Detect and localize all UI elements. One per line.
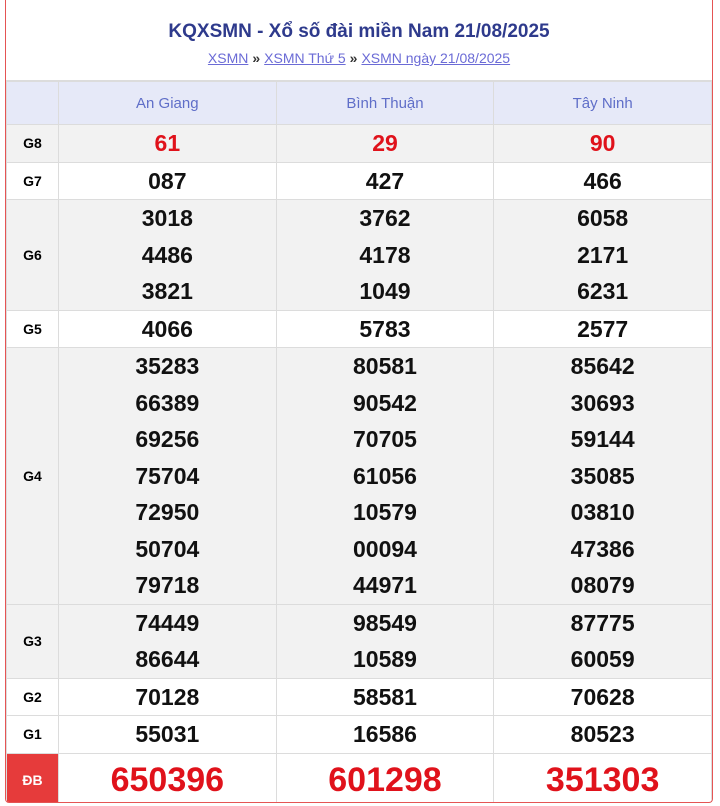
prize-number: 08079 bbox=[570, 572, 635, 598]
prize-cell bbox=[276, 716, 494, 754]
prize-cell bbox=[494, 310, 712, 348]
prize-number: 4066 bbox=[141, 315, 193, 342]
prize-number: 58581 bbox=[353, 683, 417, 710]
prize-number: 69256 bbox=[135, 426, 200, 452]
province-binh-thuan[interactable]: Bình Thuận bbox=[276, 82, 494, 125]
prize-cell bbox=[494, 200, 712, 311]
prize-number: 427 bbox=[365, 167, 405, 194]
prize-number: 55031 bbox=[135, 721, 200, 747]
prize-number: 16586 bbox=[353, 721, 417, 747]
prize-number: 90542 bbox=[353, 389, 417, 416]
prize-number: 00094 bbox=[353, 535, 417, 562]
province-an-giang[interactable]: An Giang bbox=[59, 82, 277, 125]
prize-cell bbox=[494, 348, 712, 605]
breadcrumb-link-xsmn[interactable]: XSMN bbox=[207, 50, 249, 66]
breadcrumb-separator: » bbox=[252, 50, 261, 66]
prize-label: G5 bbox=[7, 310, 59, 348]
prize-number: 72950 bbox=[135, 499, 200, 525]
province-tay-ninh[interactable]: Tây Ninh bbox=[494, 82, 712, 125]
prize-row-g6 bbox=[7, 200, 712, 311]
prize-cell bbox=[494, 162, 712, 200]
prize-number: 47386 bbox=[570, 535, 635, 562]
prize-cell bbox=[276, 348, 494, 605]
prize-number: 60059 bbox=[570, 646, 635, 672]
prize-number: 59144 bbox=[570, 426, 635, 452]
prize-cell bbox=[276, 162, 494, 200]
prize-number: 601298 bbox=[328, 760, 442, 799]
prize-cell bbox=[276, 200, 494, 311]
province-header-row bbox=[7, 82, 712, 125]
prize-label: G2 bbox=[7, 678, 59, 716]
prize-number: 650396 bbox=[110, 760, 225, 799]
prize-cell bbox=[59, 348, 277, 605]
corner-cell bbox=[7, 82, 59, 125]
results-panel bbox=[5, 0, 713, 803]
prize-number: 3821 bbox=[141, 278, 193, 304]
prize-number: 74449 bbox=[135, 609, 200, 636]
prize-cell bbox=[276, 125, 494, 163]
prize-number: 5783 bbox=[359, 315, 411, 342]
prize-number: 10579 bbox=[353, 499, 417, 525]
prize-number: 6058 bbox=[577, 205, 629, 231]
prize-row-g8 bbox=[7, 125, 712, 163]
prize-label: G3 bbox=[7, 604, 59, 678]
prize-cell bbox=[59, 753, 277, 803]
prize-number: 66389 bbox=[135, 389, 200, 416]
prize-number: 87775 bbox=[570, 609, 635, 636]
prize-cell bbox=[276, 310, 494, 348]
prize-number: 70628 bbox=[570, 683, 635, 710]
prize-cell bbox=[494, 753, 712, 803]
prize-number: 3762 bbox=[359, 205, 411, 231]
breadcrumb-separator: » bbox=[349, 50, 358, 66]
prize-row-g4 bbox=[7, 348, 712, 605]
breadcrumb-link-thu5[interactable]: XSMN Thứ 5 bbox=[264, 50, 346, 66]
results-header bbox=[6, 0, 712, 81]
prize-row-g7 bbox=[7, 162, 712, 200]
prize-number: 2577 bbox=[577, 315, 629, 342]
prize-row-db bbox=[7, 753, 712, 803]
prize-number: 98549 bbox=[353, 609, 417, 636]
prize-number: 80523 bbox=[570, 721, 635, 747]
prize-cell bbox=[59, 716, 277, 754]
prize-number: 61 bbox=[154, 130, 181, 156]
prize-label: G8 bbox=[7, 125, 59, 163]
prize-cell bbox=[494, 125, 712, 163]
prize-cell bbox=[276, 678, 494, 716]
prize-number: 85642 bbox=[570, 353, 635, 379]
prize-number: 6231 bbox=[577, 278, 629, 304]
prize-cell bbox=[59, 162, 277, 200]
prize-number: 466 bbox=[583, 167, 622, 194]
prize-number: 10589 bbox=[353, 646, 417, 672]
prize-number: 70128 bbox=[135, 683, 200, 710]
results-table bbox=[6, 81, 712, 803]
prize-number: 35085 bbox=[570, 462, 635, 489]
prize-cell bbox=[494, 604, 712, 678]
prize-row-g1 bbox=[7, 716, 712, 754]
prize-number: 90 bbox=[589, 130, 616, 156]
prize-number: 86644 bbox=[135, 646, 200, 672]
breadcrumb-link-date[interactable]: XSMN ngày 21/08/2025 bbox=[361, 50, 511, 66]
prize-number: 75704 bbox=[135, 462, 200, 489]
prize-number: 4178 bbox=[359, 241, 411, 268]
prize-cell bbox=[59, 200, 277, 311]
prize-number: 35283 bbox=[135, 353, 200, 379]
breadcrumb bbox=[6, 48, 712, 68]
prize-number: 80581 bbox=[353, 353, 417, 379]
prize-cell bbox=[59, 310, 277, 348]
prize-number: 351303 bbox=[545, 760, 660, 799]
prize-label: ĐB bbox=[7, 753, 59, 803]
prize-number: 3018 bbox=[141, 205, 193, 231]
page-title: KQXSMN - Xổ số đài miền Nam 21/08/2025 bbox=[168, 21, 550, 42]
prize-cell bbox=[59, 678, 277, 716]
prize-cell bbox=[494, 716, 712, 754]
prize-cell bbox=[59, 125, 277, 163]
prize-number: 29 bbox=[372, 130, 398, 156]
prize-row-g5 bbox=[7, 310, 712, 348]
prize-number: 087 bbox=[148, 167, 187, 194]
prize-label: G4 bbox=[7, 348, 59, 605]
prize-number: 50704 bbox=[135, 535, 200, 562]
prize-number: 79718 bbox=[135, 572, 200, 598]
prize-number: 2171 bbox=[577, 241, 629, 268]
prize-number: 1049 bbox=[359, 278, 411, 304]
prize-label: G1 bbox=[7, 716, 59, 754]
prize-label: G7 bbox=[7, 162, 59, 200]
prize-number: 03810 bbox=[570, 499, 635, 525]
prize-cell bbox=[59, 604, 277, 678]
prize-row-g3 bbox=[7, 604, 712, 678]
prize-number: 30693 bbox=[570, 389, 635, 416]
prize-cell bbox=[276, 604, 494, 678]
prize-number: 70705 bbox=[353, 426, 417, 452]
prize-label: G6 bbox=[7, 200, 59, 311]
prize-cell bbox=[494, 678, 712, 716]
prize-row-g2 bbox=[7, 678, 712, 716]
prize-cell bbox=[276, 753, 494, 803]
prize-number: 61056 bbox=[353, 462, 417, 489]
prize-number: 44971 bbox=[353, 572, 417, 598]
prize-number: 4486 bbox=[141, 241, 193, 268]
